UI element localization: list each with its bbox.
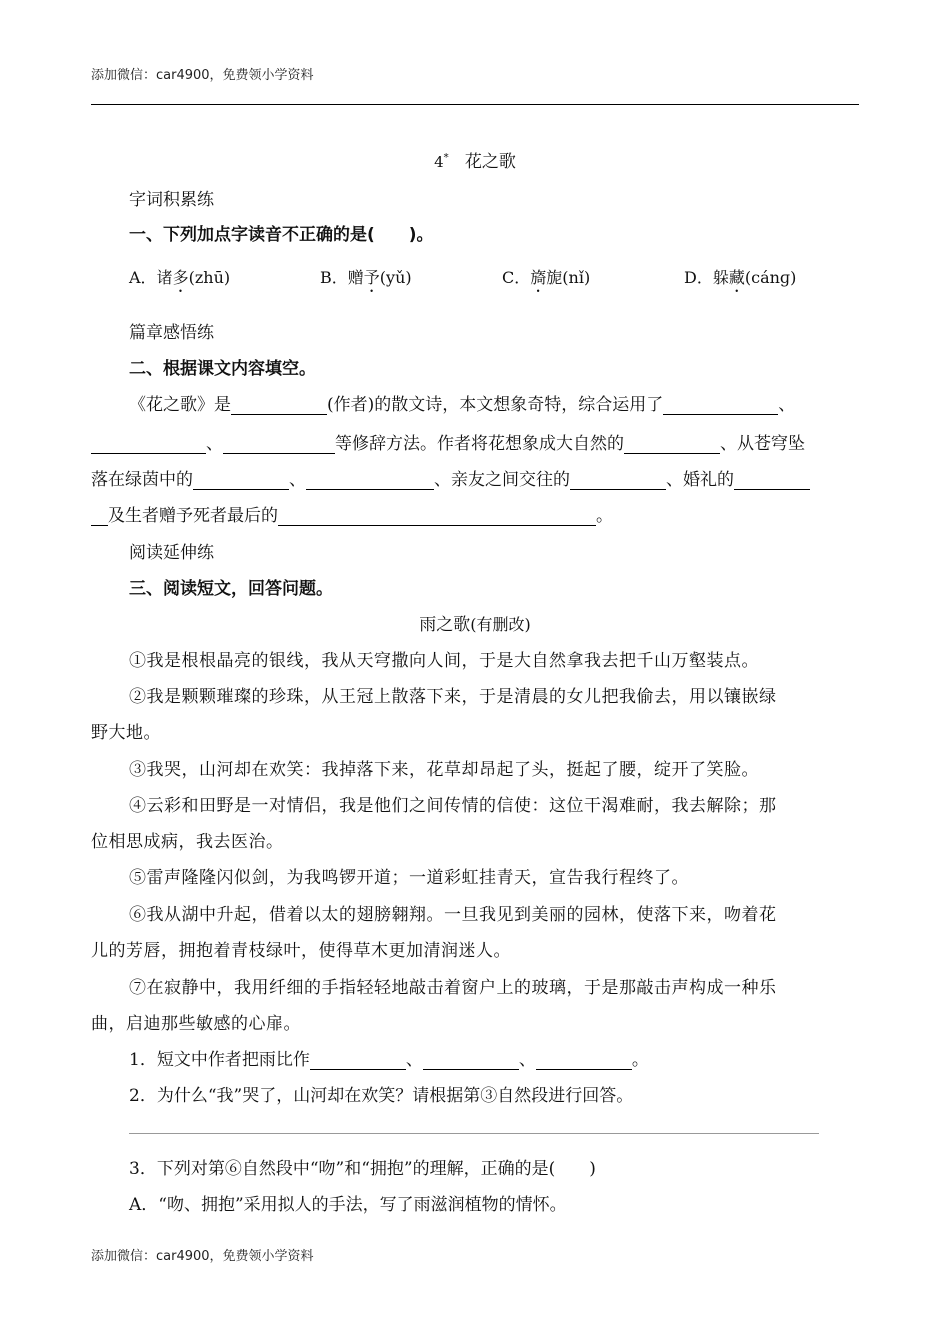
sub-question-3-option-a: A．“吻、拥抱”采用拟人的手法，写了雨滋润植物的情怀。 [129,1195,567,1215]
option-d: D．躲藏(cánɡ) [684,268,797,287]
header-watermark-text: 添加微信：car4900，免费领小学资料 [91,68,314,83]
answer-line-q2[interactable] [129,1133,819,1134]
article-paragraph-4-cont: 位相思成病，我去医治。 [91,832,284,852]
article-paragraph-5: ⑤雷声隆隆闪似剑，为我鸣锣开道；一道彩虹挂青天，宣告我行程终了。 [129,868,689,888]
sub-question-3: 3．下列对第⑥自然段中“吻”和“拥抱”的理解，正确的是( ) [129,1159,596,1179]
fill-line-4: 及生者赠予死者最后的 。 [91,501,859,526]
article-paragraph-2: ②我是颗颗璀璨的珍珠，从王冠上散落下来，于是清晨的女儿把我偷去，用以镶嵌绿 [129,687,777,707]
footer-watermark-text: 添加微信：car4900，免费领小学资料 [91,1249,314,1264]
blank-fall-1[interactable] [193,471,289,490]
article-title: 雨之歌(有删改) [419,615,531,635]
question-2: 二、根据课文内容填空。 [129,359,316,379]
sub-question-1: 1．短文中作者把雨比作 、 、 。 [129,1050,649,1070]
article-paragraph-6-cont: 儿的芳唇，拥抱着青枝绿叶，使得草木更加清润迷人。 [91,941,511,961]
article-paragraph-2-cont: 野大地。 [91,723,161,743]
sub-question-2: 2．为什么“我”哭了，山河却在欢笑？请根据第③自然段进行回答。 [129,1086,634,1106]
lesson-star: * [443,152,449,164]
blank-wedding-cont[interactable] [91,507,108,526]
option-b: B．赠予(yǔ) [320,268,412,287]
question-3: 三、阅读短文，回答问题。 [129,579,333,599]
blank-rain-3[interactable] [536,1051,632,1070]
blank-rhetoric-2[interactable] [91,435,206,454]
blank-rain-1[interactable] [310,1051,406,1070]
article-paragraph-7-cont: 曲，启迪那些敏感的心扉。 [91,1014,301,1034]
blank-author[interactable] [231,396,327,415]
blank-rhetoric-3[interactable] [223,435,335,454]
article-paragraph-4: ④云彩和田野是一对情侣，我是他们之间传情的信使：这位干渴难耐，我去解除；那 [129,796,777,816]
article-paragraph-3: ③我哭，山河却在欢笑：我掉落下来，花草却昂起了头，挺起了腰，绽开了笑脸。 [129,760,759,780]
section2-heading: 篇章感悟练 [129,323,214,343]
article-paragraph-6: ⑥我从湖中升起，借着以太的翅膀翱翔。一旦我见到美丽的园林，使落下来，吻着花 [129,905,777,925]
question-1: 一、下列加点字读音不正确的是( )。 [129,225,434,245]
blank-friends[interactable] [570,471,666,490]
blank-last-gift[interactable] [278,507,596,526]
section1-heading: 字词积累练 [129,190,214,210]
article-paragraph-1: ①我是根根晶亮的银线，我从天穹撒向人间，于是大自然拿我去把千山万壑装点。 [129,651,759,671]
page-title [0,147,950,172]
option-c: C．旖旎(nǐ) [502,268,591,287]
article-paragraph-7: ⑦在寂静中，我用纤细的手指轻轻地敲击着窗户上的玻璃，于是那敲击声构成一种乐 [129,978,777,998]
lesson-title: 花之歌 [464,152,516,172]
blank-rain-2[interactable] [423,1051,519,1070]
header-divider [91,104,859,105]
option-a: A．诸多(zhū) [129,268,231,287]
blank-wedding[interactable] [734,471,810,490]
blank-fall-2[interactable] [306,471,434,490]
fill-line-2: 、 等修辞方法。作者将花想象成大自然的 、从苍穹坠 [91,429,859,454]
lesson-number: 4 [434,153,444,171]
blank-nature[interactable] [624,435,720,454]
blank-rhetoric-1[interactable] [663,396,778,415]
fill-line-3: 落在绿茵中的 、 、亲友之间交往的 、婚礼的 [91,465,859,490]
section3-heading: 阅读延伸练 [129,543,214,563]
fill-line-1: 《花之歌》是 (作者)的散文诗，本文想象奇特，综合运用了 、 [129,395,796,415]
